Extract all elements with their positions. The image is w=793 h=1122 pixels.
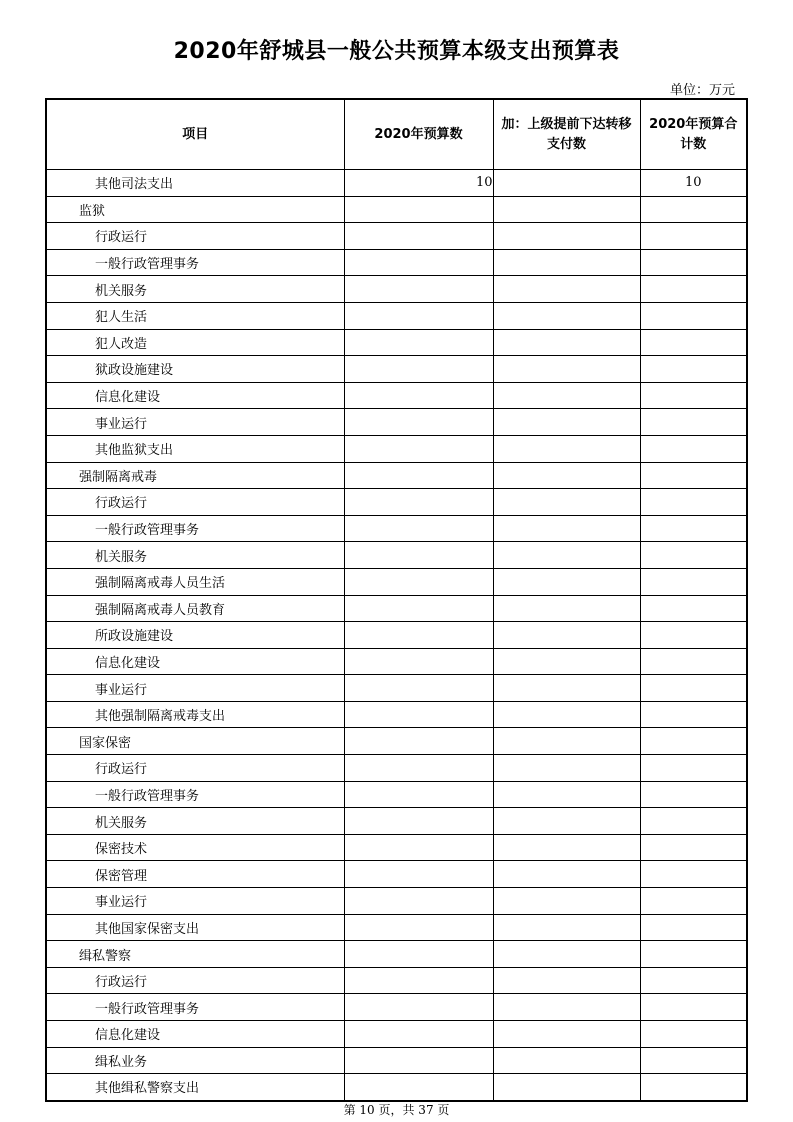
table-row bbox=[46, 568, 747, 595]
row-budget-value bbox=[344, 435, 493, 462]
row-item-name: 行政运行 bbox=[46, 223, 344, 250]
table-row bbox=[46, 196, 747, 223]
table-row bbox=[46, 462, 747, 489]
row-budget-value bbox=[344, 249, 493, 276]
row-item-name: 事业运行 bbox=[46, 409, 344, 436]
row-budget-value bbox=[344, 1047, 493, 1074]
table-row bbox=[46, 382, 747, 409]
row-total-value bbox=[640, 409, 747, 436]
row-item-name: 信息化建设 bbox=[46, 648, 344, 675]
row-item-name: 强制隔离戒毒人员生活 bbox=[46, 568, 344, 595]
table-row bbox=[46, 701, 747, 728]
row-transfer-value bbox=[493, 861, 640, 888]
row-item-name: 其他缉私警察支出 bbox=[46, 1074, 344, 1101]
row-transfer-value bbox=[493, 356, 640, 383]
table-row bbox=[46, 356, 747, 383]
row-total-value bbox=[640, 276, 747, 303]
row-transfer-value bbox=[493, 170, 640, 197]
row-budget-value bbox=[344, 382, 493, 409]
row-total-value bbox=[640, 1047, 747, 1074]
row-transfer-value bbox=[493, 728, 640, 755]
row-budget-value bbox=[344, 914, 493, 941]
row-total-value bbox=[640, 648, 747, 675]
row-budget-value bbox=[344, 888, 493, 915]
row-budget-value bbox=[344, 302, 493, 329]
table-row bbox=[46, 489, 747, 516]
row-transfer-value bbox=[493, 595, 640, 622]
row-budget-value bbox=[344, 994, 493, 1021]
table-row bbox=[46, 1047, 747, 1074]
row-item-name: 其他强制隔离戒毒支出 bbox=[46, 701, 344, 728]
row-budget-value bbox=[344, 755, 493, 782]
table-row bbox=[46, 223, 747, 250]
row-transfer-value bbox=[493, 914, 640, 941]
page-footer: 第 10 页，共 37 页 bbox=[343, 1103, 450, 1117]
row-total-value bbox=[640, 728, 747, 755]
row-budget-value bbox=[344, 276, 493, 303]
table-row bbox=[46, 755, 747, 782]
table-row bbox=[46, 276, 747, 303]
table-row bbox=[46, 249, 747, 276]
row-transfer-value bbox=[493, 329, 640, 356]
row-transfer-value bbox=[493, 1021, 640, 1048]
column-header-budget: 2020年预算数 bbox=[344, 99, 493, 170]
row-budget-value bbox=[344, 861, 493, 888]
row-total-value bbox=[640, 435, 747, 462]
row-budget-value bbox=[344, 196, 493, 223]
row-total-value bbox=[640, 941, 747, 968]
row-transfer-value bbox=[493, 249, 640, 276]
table-row bbox=[46, 914, 747, 941]
row-transfer-value bbox=[493, 755, 640, 782]
row-total-value bbox=[640, 675, 747, 702]
row-transfer-value bbox=[493, 489, 640, 516]
row-total-value bbox=[640, 1021, 747, 1048]
row-transfer-value bbox=[493, 622, 640, 649]
row-item-name: 事业运行 bbox=[46, 888, 344, 915]
row-transfer-value bbox=[493, 382, 640, 409]
table-body bbox=[46, 170, 747, 1101]
row-item-name: 犯人生活 bbox=[46, 302, 344, 329]
row-budget-value bbox=[344, 489, 493, 516]
row-total-value bbox=[640, 861, 747, 888]
row-transfer-value bbox=[493, 302, 640, 329]
row-item-name: 一般行政管理事务 bbox=[46, 515, 344, 542]
table-row bbox=[46, 888, 747, 915]
row-item-name: 机关服务 bbox=[46, 808, 344, 835]
row-item-name: 保密技术 bbox=[46, 834, 344, 861]
row-total-value bbox=[640, 914, 747, 941]
table-row bbox=[46, 515, 747, 542]
row-total-value bbox=[640, 755, 747, 782]
row-total-value bbox=[640, 701, 747, 728]
row-budget-value bbox=[344, 356, 493, 383]
row-total-value bbox=[640, 542, 747, 569]
row-total-value bbox=[640, 967, 747, 994]
row-transfer-value bbox=[493, 1047, 640, 1074]
row-budget-value bbox=[344, 568, 493, 595]
row-item-name: 强制隔离戒毒人员教育 bbox=[46, 595, 344, 622]
row-item-name: 信息化建设 bbox=[46, 1021, 344, 1048]
table-row bbox=[46, 648, 747, 675]
table-row bbox=[46, 1021, 747, 1048]
row-total-value bbox=[640, 249, 747, 276]
table-row bbox=[46, 329, 747, 356]
table-row bbox=[46, 941, 747, 968]
table-header-row bbox=[46, 99, 747, 170]
row-item-name: 缉私警察 bbox=[46, 941, 344, 968]
row-item-name: 行政运行 bbox=[46, 755, 344, 782]
row-total-value bbox=[640, 595, 747, 622]
row-item-name: 其他监狱支出 bbox=[46, 435, 344, 462]
row-item-name: 机关服务 bbox=[46, 542, 344, 569]
row-transfer-value bbox=[493, 462, 640, 489]
row-total-value bbox=[640, 622, 747, 649]
row-total-value bbox=[640, 994, 747, 1021]
table-row bbox=[46, 170, 747, 197]
row-transfer-value bbox=[493, 435, 640, 462]
table-row bbox=[46, 808, 747, 835]
row-transfer-value bbox=[493, 941, 640, 968]
table-row bbox=[46, 781, 747, 808]
row-item-name: 犯人改造 bbox=[46, 329, 344, 356]
row-total-value bbox=[640, 1074, 747, 1101]
row-total-value bbox=[640, 568, 747, 595]
row-transfer-value bbox=[493, 834, 640, 861]
row-item-name: 信息化建设 bbox=[46, 382, 344, 409]
column-header-transfer: 加：上级提前下达转移支付数 bbox=[493, 99, 640, 170]
row-transfer-value bbox=[493, 515, 640, 542]
table-row bbox=[46, 994, 747, 1021]
row-transfer-value bbox=[493, 675, 640, 702]
table-row bbox=[46, 675, 747, 702]
row-item-name: 行政运行 bbox=[46, 489, 344, 516]
row-transfer-value bbox=[493, 223, 640, 250]
row-transfer-value bbox=[493, 196, 640, 223]
row-budget-value bbox=[344, 781, 493, 808]
row-item-name: 监狱 bbox=[46, 196, 344, 223]
unit-label: 单位：万元 bbox=[669, 83, 735, 98]
row-transfer-value bbox=[493, 701, 640, 728]
column-header-total: 2020年预算合计数 bbox=[640, 99, 747, 170]
row-budget-value bbox=[344, 728, 493, 755]
row-budget-value bbox=[344, 622, 493, 649]
page-title: 2020年舒城县一般公共预算本级支出预算表 bbox=[173, 39, 620, 64]
row-item-name: 事业运行 bbox=[46, 675, 344, 702]
row-total-value bbox=[640, 515, 747, 542]
row-total-value bbox=[640, 329, 747, 356]
row-budget-value bbox=[344, 967, 493, 994]
row-item-name: 其他国家保密支出 bbox=[46, 914, 344, 941]
row-budget-value bbox=[344, 1021, 493, 1048]
table-row bbox=[46, 302, 747, 329]
table-row bbox=[46, 435, 747, 462]
row-total-value bbox=[640, 382, 747, 409]
row-budget-value bbox=[344, 223, 493, 250]
row-item-name: 狱政设施建设 bbox=[46, 356, 344, 383]
row-transfer-value bbox=[493, 568, 640, 595]
row-budget-value bbox=[344, 648, 493, 675]
table-row bbox=[46, 409, 747, 436]
row-budget-value bbox=[344, 808, 493, 835]
row-transfer-value bbox=[493, 276, 640, 303]
row-budget-value bbox=[344, 675, 493, 702]
row-budget-value bbox=[344, 595, 493, 622]
row-transfer-value bbox=[493, 808, 640, 835]
row-transfer-value bbox=[493, 781, 640, 808]
table-row bbox=[46, 542, 747, 569]
row-budget-value bbox=[344, 1074, 493, 1101]
row-transfer-value bbox=[493, 409, 640, 436]
row-total-value bbox=[640, 489, 747, 516]
row-budget-value bbox=[344, 462, 493, 489]
row-total-value bbox=[640, 888, 747, 915]
row-total-value bbox=[640, 356, 747, 383]
row-transfer-value bbox=[493, 967, 640, 994]
row-transfer-value bbox=[493, 542, 640, 569]
table-row bbox=[46, 622, 747, 649]
table-row bbox=[46, 834, 747, 861]
row-total-value bbox=[640, 196, 747, 223]
row-total-value bbox=[640, 834, 747, 861]
column-header-item: 项目 bbox=[46, 99, 344, 170]
table-row bbox=[46, 967, 747, 994]
row-total-value bbox=[640, 462, 747, 489]
row-transfer-value bbox=[493, 1074, 640, 1101]
table-row bbox=[46, 1074, 747, 1101]
table-row bbox=[46, 595, 747, 622]
table-row bbox=[46, 728, 747, 755]
row-item-name: 其他司法支出 bbox=[46, 170, 344, 197]
row-budget-value bbox=[344, 409, 493, 436]
row-total-value bbox=[640, 302, 747, 329]
row-budget-value bbox=[344, 329, 493, 356]
row-item-name: 保密管理 bbox=[46, 861, 344, 888]
row-total-value bbox=[640, 223, 747, 250]
row-item-name: 机关服务 bbox=[46, 276, 344, 303]
row-total-value: 10 bbox=[640, 170, 747, 197]
row-budget-value bbox=[344, 701, 493, 728]
row-item-name: 一般行政管理事务 bbox=[46, 994, 344, 1021]
row-item-name: 一般行政管理事务 bbox=[46, 249, 344, 276]
row-budget-value bbox=[344, 834, 493, 861]
row-budget-value bbox=[344, 515, 493, 542]
row-transfer-value bbox=[493, 994, 640, 1021]
row-item-name: 缉私业务 bbox=[46, 1047, 344, 1074]
row-item-name: 国家保密 bbox=[46, 728, 344, 755]
row-item-name: 所政设施建设 bbox=[46, 622, 344, 649]
row-total-value bbox=[640, 808, 747, 835]
budget-table bbox=[45, 98, 748, 1102]
row-budget-value bbox=[344, 542, 493, 569]
row-transfer-value bbox=[493, 888, 640, 915]
row-total-value bbox=[640, 781, 747, 808]
row-item-name: 强制隔离戒毒 bbox=[46, 462, 344, 489]
row-transfer-value bbox=[493, 648, 640, 675]
table-row bbox=[46, 861, 747, 888]
row-budget-value bbox=[344, 941, 493, 968]
row-item-name: 行政运行 bbox=[46, 967, 344, 994]
row-item-name: 一般行政管理事务 bbox=[46, 781, 344, 808]
row-budget-value: 10 bbox=[344, 170, 493, 197]
